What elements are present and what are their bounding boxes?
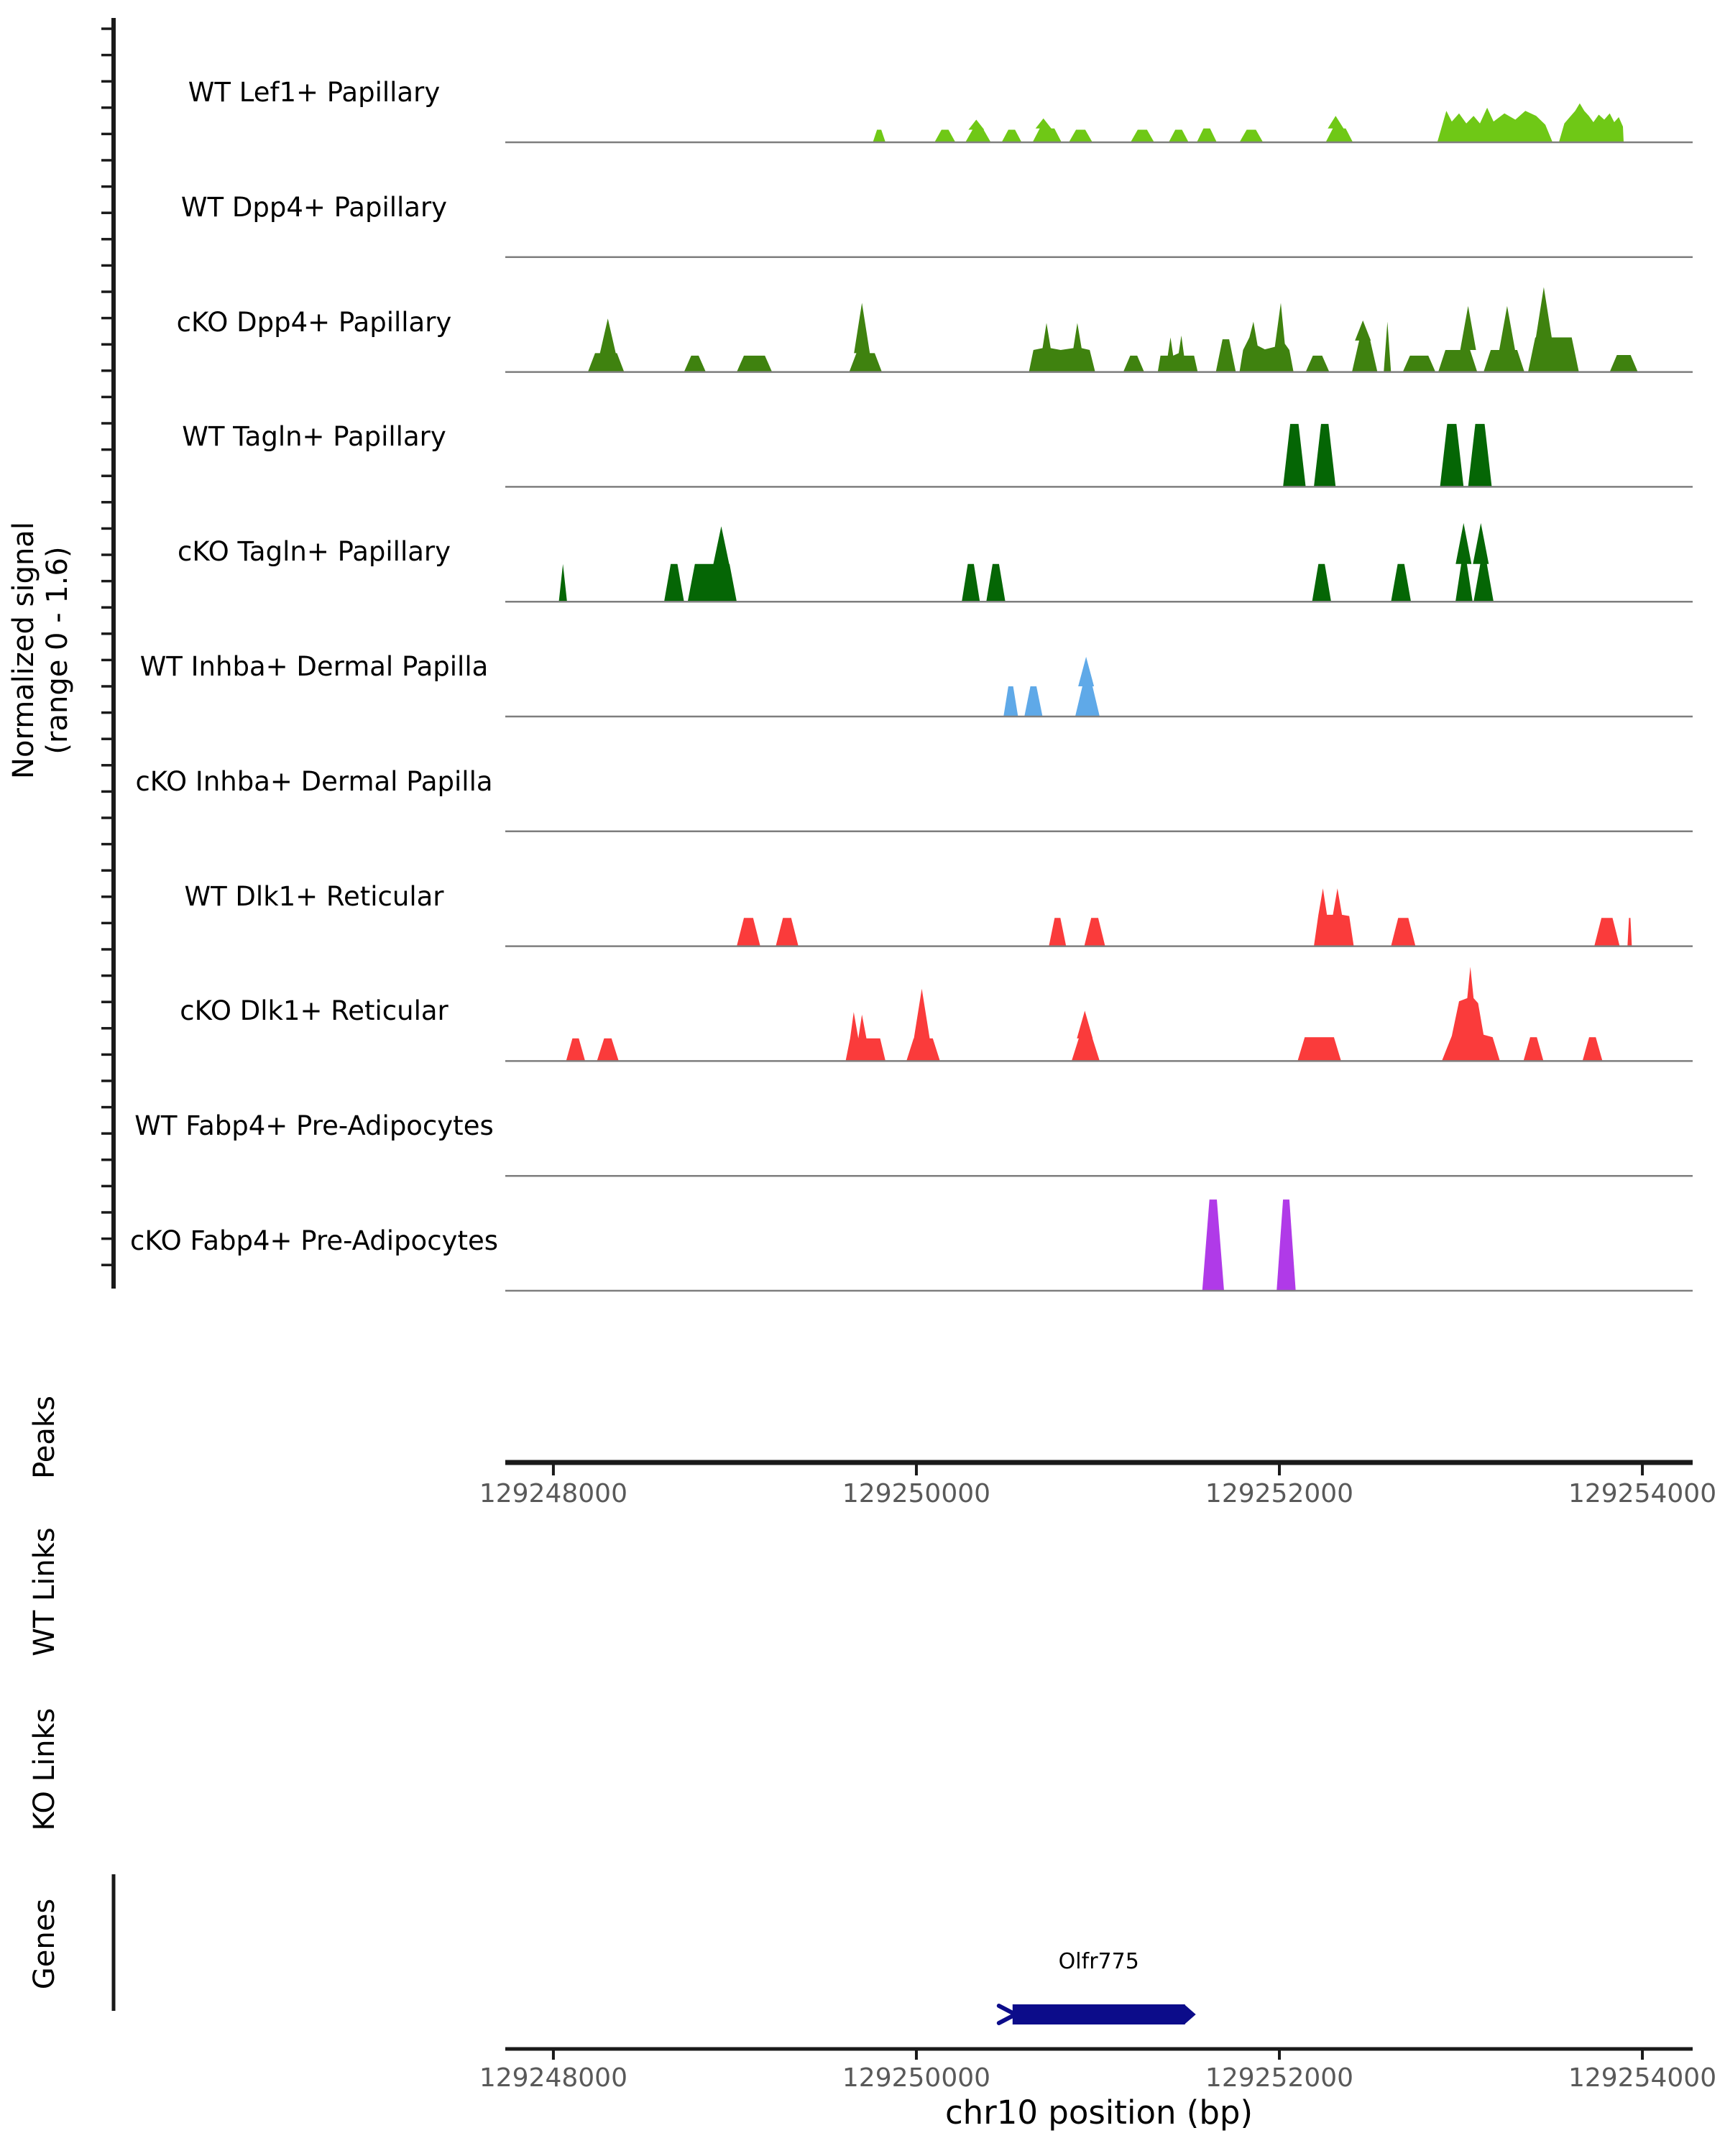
signal-peak	[846, 1012, 886, 1061]
signal-peak	[1197, 129, 1217, 142]
signal-peak	[850, 303, 883, 372]
signal-peak	[1276, 1199, 1296, 1291]
gene-name-label: Olfr775	[1058, 1949, 1139, 1974]
genes-axis-spine	[112, 1874, 116, 2011]
signal-peak	[1468, 424, 1492, 487]
signal-peak	[965, 120, 990, 143]
signal-peak	[873, 130, 886, 143]
signal-peak	[1216, 339, 1236, 372]
signal-peak	[1455, 523, 1473, 602]
signal-peak	[1158, 336, 1198, 372]
signal-peak	[1306, 356, 1330, 372]
signal-peak	[1075, 657, 1100, 717]
signal-peak	[737, 356, 772, 372]
signal-peak	[934, 130, 955, 143]
track-label-cko-inhba-dermal-papilla: cKO Inhba+ Dermal Papilla	[135, 765, 493, 797]
track-label-wt-tagln-papillary: WT Tagln+ Papillary	[182, 421, 446, 453]
signal-peak	[1131, 130, 1154, 143]
section-label-ko-links: KO Links	[28, 1708, 61, 1831]
signal-peak	[1528, 287, 1579, 372]
signal-peak	[1594, 918, 1619, 946]
signal-peak	[1559, 103, 1624, 142]
track-label-cko-tagln-papillary: cKO Tagln+ Papillary	[177, 536, 451, 568]
track-label-wt-inhba-dermal-papilla: WT Inhba+ Dermal Papilla	[139, 651, 489, 682]
signal-peak	[1391, 564, 1411, 602]
signal-peak	[1442, 967, 1500, 1061]
peaks-axis-tick-label: 129252000	[1205, 1479, 1354, 1508]
signal-peak	[559, 564, 567, 602]
signal-peak	[1240, 130, 1264, 143]
signal-peak	[1391, 918, 1415, 946]
signal-peak	[1312, 564, 1332, 602]
signal-peak	[1169, 130, 1189, 143]
y-axis-label-line1: Normalized signal	[7, 522, 40, 779]
signal-peak	[1024, 686, 1042, 717]
track-label-cko-dlk1-reticular: cKO Dlk1+ Reticular	[180, 995, 448, 1027]
signal-peak	[1438, 108, 1552, 142]
signal-peak	[1583, 1037, 1603, 1061]
peaks-axis-tick-label: 129248000	[479, 1479, 627, 1508]
track-label-cko-dpp4-papillary: cKO Dpp4+ Papillary	[176, 306, 452, 338]
signal-peak	[1002, 130, 1022, 143]
signal-peak	[737, 918, 760, 946]
signal-peak	[1440, 424, 1464, 487]
section-label-peaks: Peaks	[28, 1396, 61, 1479]
signal-peak	[1325, 116, 1353, 142]
signal-peak	[776, 918, 799, 946]
track-label-wt-dpp4-papillary: WT Dpp4+ Papillary	[180, 191, 448, 223]
signal-peak	[1384, 322, 1391, 372]
signal-peak	[1314, 424, 1335, 487]
signal-peak	[986, 564, 1006, 602]
peaks-axis-tick-label: 129250000	[842, 1479, 991, 1508]
signal-peak	[1438, 306, 1477, 372]
signal-peak	[1029, 323, 1095, 372]
x-axis-title: chr10 position (bp)	[944, 2093, 1254, 2132]
signal-peak	[1524, 1037, 1544, 1061]
section-label-wt-links: WT Links	[28, 1527, 61, 1657]
position-axis-tick-label: 129252000	[1205, 2063, 1354, 2093]
signal-peak	[1240, 303, 1294, 372]
gene-body-olfr775	[1013, 2004, 1185, 2024]
peaks-axis-tick-label: 129254000	[1568, 1479, 1717, 1508]
signal-peak	[1033, 119, 1062, 142]
signal-peak	[588, 318, 625, 372]
signal-peak	[1314, 888, 1354, 946]
signal-peak	[1123, 356, 1144, 372]
signal-peak	[1484, 306, 1524, 372]
signal-peak	[1627, 918, 1632, 946]
signal-peak	[1352, 321, 1377, 372]
signal-peak	[906, 989, 940, 1061]
signal-peak	[1283, 424, 1306, 487]
position-axis-tick-label: 129248000	[479, 2063, 627, 2093]
position-axis-tick-label: 129254000	[1568, 2063, 1717, 2093]
signal-peak	[597, 1038, 619, 1061]
section-label-genes: Genes	[28, 1898, 61, 1990]
signal-peak	[664, 564, 684, 602]
signal-peak	[1069, 130, 1092, 143]
signal-peak	[1403, 356, 1436, 372]
signal-peak	[1085, 918, 1105, 946]
signal-peak	[1473, 523, 1494, 602]
signal-peak	[1297, 1037, 1341, 1061]
signal-peak	[962, 564, 980, 602]
signal-peak	[1072, 1010, 1100, 1061]
signal-peak	[1003, 686, 1018, 717]
signal-peak	[566, 1038, 586, 1061]
track-label-wt-dlk1-reticular: WT Dlk1+ Reticular	[184, 880, 444, 912]
signal-peak	[1610, 355, 1638, 372]
gene-arrow-tip-icon	[1184, 2004, 1196, 2024]
signal-peak	[688, 526, 737, 602]
signal-peak	[1049, 918, 1066, 946]
track-label-cko-fabp4-pre-adipocytes: cKO Fabp4+ Pre-Adipocytes	[129, 1225, 498, 1256]
signal-peak	[1202, 1199, 1224, 1291]
track-label-wt-lef1-papillary: WT Lef1+ Papillary	[188, 77, 441, 108]
signal-peak	[684, 356, 706, 372]
track-label-wt-fabp4-pre-adipocytes: WT Fabp4+ Pre-Adipocytes	[134, 1110, 494, 1142]
position-axis-tick-label: 129250000	[842, 2063, 991, 2093]
y-axis-label-line2: (range 0 - 1.6)	[41, 546, 74, 755]
